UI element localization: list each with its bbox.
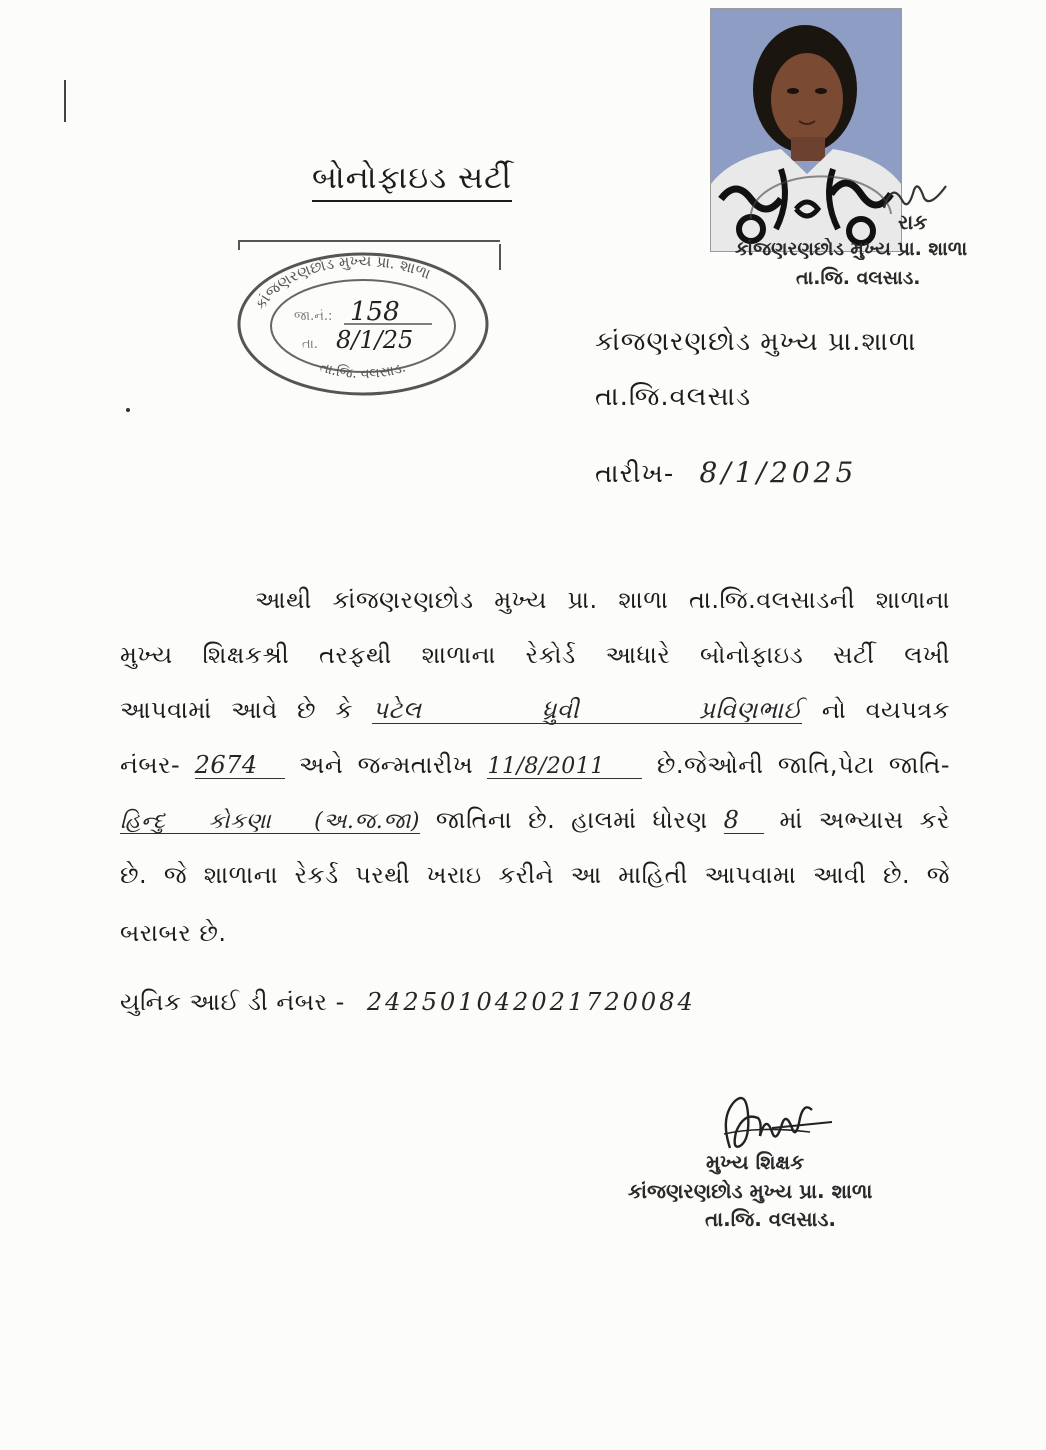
body-line-4-text-b: અને જન્મતારીખ — [299, 751, 474, 779]
body-line-1-text: આથી કાંજણરણછોડ મુખ્ય પ્રા. શાળા તા.જિ.વલસાડની શાળાના — [255, 586, 950, 614]
photo-stamp-partial-label: રાક — [898, 210, 928, 234]
header-location: તા.જિ.વલસાડ — [595, 382, 752, 412]
body-line-6 — [120, 855, 950, 895]
photo-stamp-location: તા.જિ. વલસાડ. — [796, 267, 921, 289]
body-line-4-text-c: છે.જેઓની જાતિ,પેટા જાતિ- — [656, 751, 950, 779]
stamp-school-text: કાંજણરણછોડ મુખ્ય પ્રા. શાળા — [251, 251, 434, 313]
bracket-line-right — [499, 244, 501, 270]
margin-mark — [64, 80, 66, 122]
photo-stamp-school: કાંજણરણછોડ મુખ્ય પ્રા. શાળા — [735, 238, 968, 260]
body-line-3-text-a: આપવામાં આવે છે કે — [120, 696, 353, 724]
body-line-4-text-a: નંબર- — [120, 751, 181, 779]
body-line-6-text: છે. જે શાળાના રેકર્ડ પરથી ખરાઇ કરીને આ માહિતી આપવામા આવી છે. જે — [120, 861, 950, 889]
stamp-date-value: 8/1/25 — [336, 326, 414, 354]
body-line-2 — [120, 635, 950, 675]
stray-dot — [126, 408, 130, 412]
header-school: કાંજણરણછોડ મુખ્ય પ્રા.શાળા — [595, 327, 917, 357]
body-line-5-text-a: જાતિના છે. હાલમાં ધોરણ — [435, 806, 708, 834]
stamp-location-text: તા.જિ. વલસાડ. — [317, 359, 408, 383]
caste-field: હિન્દુ કોકણા (અ.જ.જા) — [120, 809, 420, 834]
register-number-field: 2674 — [195, 753, 285, 779]
bracket-line-top — [238, 240, 500, 242]
student-photo-image — [711, 9, 901, 251]
stamp-number-label: જા.નં.: — [294, 309, 333, 324]
stamp-school-arc — [251, 252, 433, 313]
body-line-4 — [120, 745, 950, 785]
signature-stamp-location: તા.જિ. વલસાડ. — [705, 1207, 837, 1231]
certificate-title: બોનોફાઇડ સર્ટી — [312, 160, 512, 202]
body-line-1 — [255, 580, 950, 620]
stamp-number-value: 158 — [350, 297, 400, 327]
birth-date-field: 11/8/2011 — [487, 755, 642, 779]
header-date-label: તારીખ- — [595, 459, 675, 489]
student-photo — [710, 8, 902, 252]
body-line-7 — [120, 913, 227, 953]
student-name-field: પટેલ ધ્રુવી પ્રવિણભાઈ — [372, 696, 803, 724]
body-line-3-text-b: નો વયપત્રક — [821, 696, 950, 724]
header-date-row — [595, 456, 857, 490]
unique-id-value: 242501042021720084 — [366, 988, 696, 1016]
body-line-3 — [120, 690, 950, 730]
signature-stamp-designation: મુખ્ય શિક્ષક — [706, 1150, 805, 1174]
body-line-7-text: બરાબર છે. — [120, 919, 227, 947]
unique-id-label: યુનિક આઈ ડી નંબર - — [120, 988, 345, 1016]
stamp-location-arc — [318, 359, 408, 382]
unique-id-row — [120, 988, 696, 1016]
body-line-5-text-b: માં અભ્યાસ કરે — [779, 806, 950, 834]
standard-field: 8 — [724, 808, 764, 834]
body-line-2-text: મુખ્ય શિક્ષકશ્રી તરફથી શાળાના રેકોર્ડ આધારે બોનોફાઇડ સર્ટી લખી — [120, 641, 950, 669]
round-school-stamp — [232, 248, 494, 400]
body-line-5 — [120, 800, 950, 840]
header-date-value: 8/1/2025 — [699, 456, 858, 489]
signature-stamp-school: કાંજણરણછોડ મુખ્ય પ્રા. શાળા — [628, 1179, 873, 1203]
stamp-date-label: તા. — [302, 337, 318, 352]
